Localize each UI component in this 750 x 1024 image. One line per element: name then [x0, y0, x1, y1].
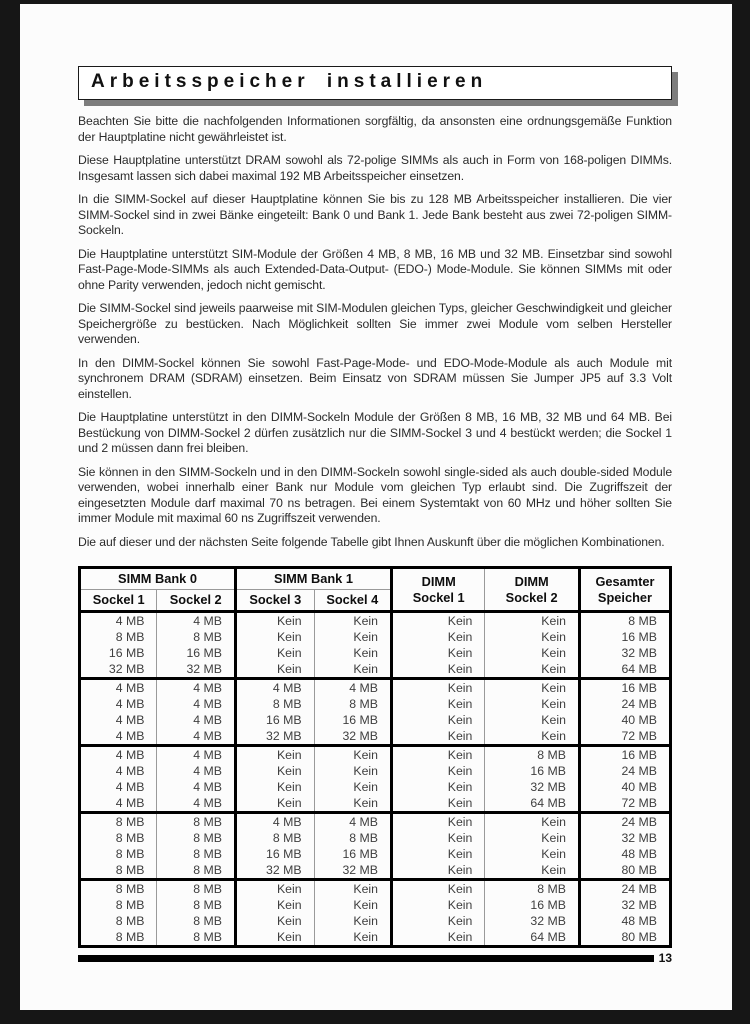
table-cell: Kein — [392, 862, 485, 880]
table-cell: 4 MB — [115, 729, 145, 743]
table-row — [80, 830, 671, 846]
table-row — [80, 661, 671, 679]
table-cell: Kein — [392, 612, 485, 630]
table-cell: 8 MB — [115, 930, 145, 944]
table-row — [80, 779, 671, 795]
table-cell: Kein — [314, 929, 391, 947]
table-cell: 8 MB — [115, 898, 145, 912]
table-cell: 80 MB — [579, 929, 670, 947]
table-cell: Kein — [392, 795, 485, 813]
table-cell: Kein — [314, 629, 391, 645]
table-cell: Kein — [236, 913, 315, 929]
table-cell: Kein — [236, 661, 315, 679]
table-row — [80, 645, 671, 661]
table-row — [80, 679, 671, 697]
table-cell: Kein — [392, 763, 485, 779]
table-cell: 32 MB — [485, 779, 580, 795]
table-cell: 16 MB — [108, 646, 145, 660]
table-cell: Kein — [485, 612, 580, 630]
table-row — [80, 897, 671, 913]
header-sockel-4: Sockel 4 — [314, 590, 391, 612]
table-cell: 16 MB — [579, 629, 670, 645]
table-cell: 8 MB — [157, 913, 236, 929]
table-cell: Kein — [392, 696, 485, 712]
table-cell: 64 MB — [485, 795, 580, 813]
table-cell: Kein — [314, 612, 391, 630]
table-cell: Kein — [314, 897, 391, 913]
table-cell: Kein — [392, 712, 485, 728]
table-cell: Kein — [236, 929, 315, 947]
table-cell: 32 MB — [579, 897, 670, 913]
page-content — [20, 4, 732, 963]
table-cell: 4 MB — [80, 612, 157, 630]
header-simm-bank-0: SIMM Bank 0 — [80, 568, 236, 590]
table-cell: 4 MB — [236, 813, 315, 831]
header-total-line-2: Speicher — [597, 589, 652, 605]
table-cell: 4 MB — [157, 746, 236, 764]
table-cell: 8 MB — [485, 880, 580, 898]
table-cell: 32 MB — [108, 662, 145, 676]
header-dimm-sockel-1 — [392, 568, 485, 612]
table-cell: 4 MB — [157, 728, 236, 746]
header-sockel-1: Sockel 1 — [92, 592, 145, 607]
table-cell: 24 MB — [579, 813, 670, 831]
header-sockel-2: Sockel 2 — [157, 590, 236, 612]
table-cell: Kein — [392, 779, 485, 795]
table-cell: 8 MB — [236, 696, 315, 712]
table-cell: 4 MB — [80, 679, 157, 697]
table-cell: 16 MB — [579, 746, 670, 764]
table-cell: Kein — [392, 880, 485, 898]
table-cell: 32 MB — [236, 728, 315, 746]
paragraph-simm-pairs: Die SIMM-Sockel sind jeweils paarweise mit SIM-Modulen gleichen Typs, gleicher Geschwindigkeit und gleicher Speichergröße zu bestücken. Nach Möglichkeit sollten Sie immer zwei Module vom selben Hersteller verwenden. — [78, 301, 672, 346]
table-cell: 64 MB — [485, 929, 580, 947]
table-cell: 16 MB — [314, 712, 391, 728]
table-cell: 4 MB — [115, 713, 145, 727]
table-cell: Kein — [485, 712, 580, 728]
table-cell: Kein — [314, 779, 391, 795]
table-cell: 4 MB — [314, 813, 391, 831]
table-cell: Kein — [314, 795, 391, 813]
table-cell: Kein — [392, 746, 485, 764]
table-cell: 4 MB — [115, 780, 145, 794]
table-cell: 32 MB — [485, 913, 580, 929]
table-cell: 8 MB — [157, 629, 236, 645]
table-cell: 80 MB — [579, 862, 670, 880]
table-cell: Kein — [236, 795, 315, 813]
table-cell: 4 MB — [80, 746, 157, 764]
header-dimm-2-line-1: DIMM — [514, 573, 549, 589]
header-dimm-2-line-2: Sockel 2 — [505, 589, 558, 605]
header-dimm-1-line-2: Sockel 1 — [412, 589, 465, 605]
table-cell: 8 MB — [115, 831, 145, 845]
table-cell: Kein — [485, 830, 580, 846]
table-cell: 72 MB — [579, 728, 670, 746]
header-gesamter-speicher — [579, 568, 670, 612]
table-cell: Kein — [236, 629, 315, 645]
table-cell: Kein — [392, 846, 485, 862]
table-cell: Kein — [485, 645, 580, 661]
table-cell: 16 MB — [236, 846, 315, 862]
table-row — [80, 763, 671, 779]
table-cell: Kein — [236, 645, 315, 661]
table-cell: Kein — [485, 728, 580, 746]
table-cell: 16 MB — [579, 679, 670, 697]
table-cell: 24 MB — [579, 696, 670, 712]
table-header-row-groups — [80, 568, 671, 590]
table-cell: 24 MB — [579, 880, 670, 898]
header-simm-bank-1: SIMM Bank 1 — [236, 568, 392, 590]
table-cell: Kein — [314, 661, 391, 679]
table-cell: 8 MB — [115, 630, 145, 644]
table-cell: Kein — [236, 763, 315, 779]
table-row — [80, 880, 671, 898]
table-cell: 64 MB — [579, 661, 670, 679]
paragraph-sided-modules: Sie können in den SIMM-Sockeln und in den DIMM-Sockeln sowohl single-sided als auch double-sided Module verwenden, wobei innerhalb einer Bank nur Module vom gleichen Typ erlaubt sind. Die Zugriffszeit der eingesetzten Module darf maximal 70 ns betragen. Bei einem Systemtakt von 60 MHz und höher sollten Sie immer Module mit maximal 60 ns Zugriffszeit verwenden. — [78, 464, 672, 525]
table-cell: Kein — [392, 629, 485, 645]
page-footer — [78, 953, 672, 963]
table-row — [80, 629, 671, 645]
paragraph-intro: Beachten Sie bitte die nachfolgenden Informationen sorgfältig, da ansonsten eine ordnungsgemäße Funktion der Hauptplatine nicht gewährleistet ist. — [78, 114, 672, 144]
table-cell: 24 MB — [579, 763, 670, 779]
table-cell: Kein — [314, 913, 391, 929]
table-cell: 4 MB — [157, 696, 236, 712]
table-row — [80, 813, 671, 831]
table-cell: 4 MB — [115, 764, 145, 778]
table-cell: 8 MB — [314, 830, 391, 846]
table-cell: 48 MB — [579, 846, 670, 862]
memory-table-body — [80, 612, 671, 947]
table-cell: 4 MB — [157, 612, 236, 630]
paragraph-dimm-sizes: Die Hauptplatine unterstützt in den DIMM-Sockeln Module der Größen 8 MB, 16 MB, 32 MB und 64 MB. Bei Bestückung von DIMM-Sockel 2 dürfen zusätzlich nur die SIMM-Sockel 3 und 4 bestückt werden; die Sockel 1 und 2 müssen dann frei bleiben. — [78, 410, 672, 455]
table-row — [80, 712, 671, 728]
table-cell: 8 MB — [115, 863, 145, 877]
table-cell: 16 MB — [236, 712, 315, 728]
table-cell: Kein — [236, 880, 315, 898]
table-cell: 32 MB — [579, 645, 670, 661]
table-row — [80, 862, 671, 880]
table-cell: 72 MB — [579, 795, 670, 813]
table-cell: 48 MB — [579, 913, 670, 929]
table-row — [80, 612, 671, 630]
table-cell: Kein — [392, 645, 485, 661]
table-cell: Kein — [485, 679, 580, 697]
table-cell: 4 MB — [157, 763, 236, 779]
table-cell: 4 MB — [115, 697, 145, 711]
table-cell: Kein — [392, 929, 485, 947]
table-cell: 16 MB — [485, 763, 580, 779]
table-row — [80, 728, 671, 746]
table-cell: 16 MB — [314, 846, 391, 862]
table-cell: 40 MB — [579, 712, 670, 728]
table-cell: 8 MB — [157, 862, 236, 880]
footer-rule — [78, 955, 654, 962]
table-cell: Kein — [314, 880, 391, 898]
table-cell: Kein — [485, 846, 580, 862]
table-cell: 8 MB — [485, 746, 580, 764]
table-cell: 8 MB — [157, 880, 236, 898]
paragraph-dimm-sdram: In den DIMM-Sockel können Sie sowohl Fast-Page-Mode- und EDO-Mode-Module als auch Module mit synchronem DRAM (SDRAM) einsetzen. Beim Einsatz von SDRAM müssen Sie Jumper JP5 auf 3.3 Volt einstellen. — [78, 355, 672, 401]
page-title: Arbeitsspeicher installieren — [78, 66, 672, 100]
table-cell: Kein — [392, 679, 485, 697]
table-cell: Kein — [236, 612, 315, 630]
header-dimm-1-line-1: DIMM — [421, 573, 456, 589]
paragraph-table-note: Die auf dieser und der nächsten Seite folgende Tabelle gibt Ihnen Auskunft über die möglichen Kombinationen. — [78, 534, 665, 549]
table-cell: 40 MB — [579, 779, 670, 795]
table-cell: 4 MB — [157, 712, 236, 728]
table-cell: Kein — [314, 746, 391, 764]
table-row — [80, 746, 671, 764]
table-cell: Kein — [236, 897, 315, 913]
document-page — [20, 4, 732, 1010]
table-cell: Kein — [392, 913, 485, 929]
paragraph-sim-modules: Die Hauptplatine unterstützt SIM-Module der Größen 4 MB, 8 MB, 16 MB und 32 MB. Einsetzbar sind sowohl Fast-Page-Mode-SIMMs als auch Extended-Data-Output- (EDO-) Mode-Module. Sie können SIMMs mit oder ohne Parity verwenden, jedoch nicht gemischt. — [78, 246, 672, 292]
table-cell: 8 MB — [579, 612, 670, 630]
table-cell: Kein — [485, 629, 580, 645]
table-cell: Kein — [485, 661, 580, 679]
table-cell: 16 MB — [157, 645, 236, 661]
paragraph-simm-sockets: In die SIMM-Sockel auf dieser Hauptplatine können Sie bis zu 128 MB Arbeitsspeicher installieren. Die vier SIMM-Sockel sind in zwei Bänke eingeteilt: Bank 0 und Bank 1. Jede Bank besteht aus zwei 72-poligen SIMM-Sockeln. — [78, 192, 672, 237]
table-cell: 8 MB — [157, 929, 236, 947]
table-cell: 8 MB — [157, 846, 236, 862]
header-dimm-sockel-2 — [485, 568, 580, 612]
table-row — [80, 846, 671, 862]
table-cell: 8 MB — [115, 847, 145, 861]
table-cell: Kein — [392, 830, 485, 846]
table-cell: 8 MB — [115, 914, 145, 928]
table-cell: 8 MB — [157, 897, 236, 913]
table-cell: Kein — [392, 728, 485, 746]
table-cell: Kein — [392, 897, 485, 913]
table-cell: 32 MB — [236, 862, 315, 880]
table-row — [80, 929, 671, 947]
table-cell: Kein — [314, 645, 391, 661]
table-cell: 32 MB — [314, 728, 391, 746]
table-row — [80, 795, 671, 813]
table-cell: Kein — [485, 813, 580, 831]
table-cell: 4 MB — [314, 679, 391, 697]
header-total-line-1: Gesamter — [595, 573, 655, 589]
table-cell: 8 MB — [236, 830, 315, 846]
memory-combinations-table — [78, 566, 672, 948]
table-cell: Kein — [392, 813, 485, 831]
table-cell: 4 MB — [157, 795, 236, 813]
table-cell: Kein — [392, 661, 485, 679]
table-row — [80, 696, 671, 712]
table-cell: Kein — [485, 862, 580, 880]
table-cell: 4 MB — [157, 679, 236, 697]
table-cell: Kein — [236, 746, 315, 764]
table-cell: Kein — [236, 779, 315, 795]
table-cell: 8 MB — [157, 830, 236, 846]
page-number: 13 — [658, 951, 672, 965]
table-cell: 32 MB — [157, 661, 236, 679]
table-cell: 4 MB — [236, 679, 315, 697]
table-cell: 32 MB — [314, 862, 391, 880]
table-cell: 4 MB — [157, 779, 236, 795]
header-sockel-3: Sockel 3 — [236, 590, 315, 612]
table-cell: 16 MB — [485, 897, 580, 913]
table-cell: Kein — [485, 696, 580, 712]
table-cell: 8 MB — [80, 880, 157, 898]
table-cell: 8 MB — [314, 696, 391, 712]
table-cell: 8 MB — [80, 813, 157, 831]
table-row — [80, 913, 671, 929]
table-cell: Kein — [314, 763, 391, 779]
table-cell: 32 MB — [579, 830, 670, 846]
table-cell: 8 MB — [157, 813, 236, 831]
table-cell: 4 MB — [115, 796, 145, 810]
body-text — [78, 114, 672, 550]
paragraph-dram-overview: Diese Hauptplatine unterstützt DRAM sowohl als 72-polige SIMMs als auch in Form von 168-poligen DIMMs. Insgesamt lassen sich dabei maximal 192 MB Arbeitsspeicher einsetzen. — [78, 153, 672, 183]
